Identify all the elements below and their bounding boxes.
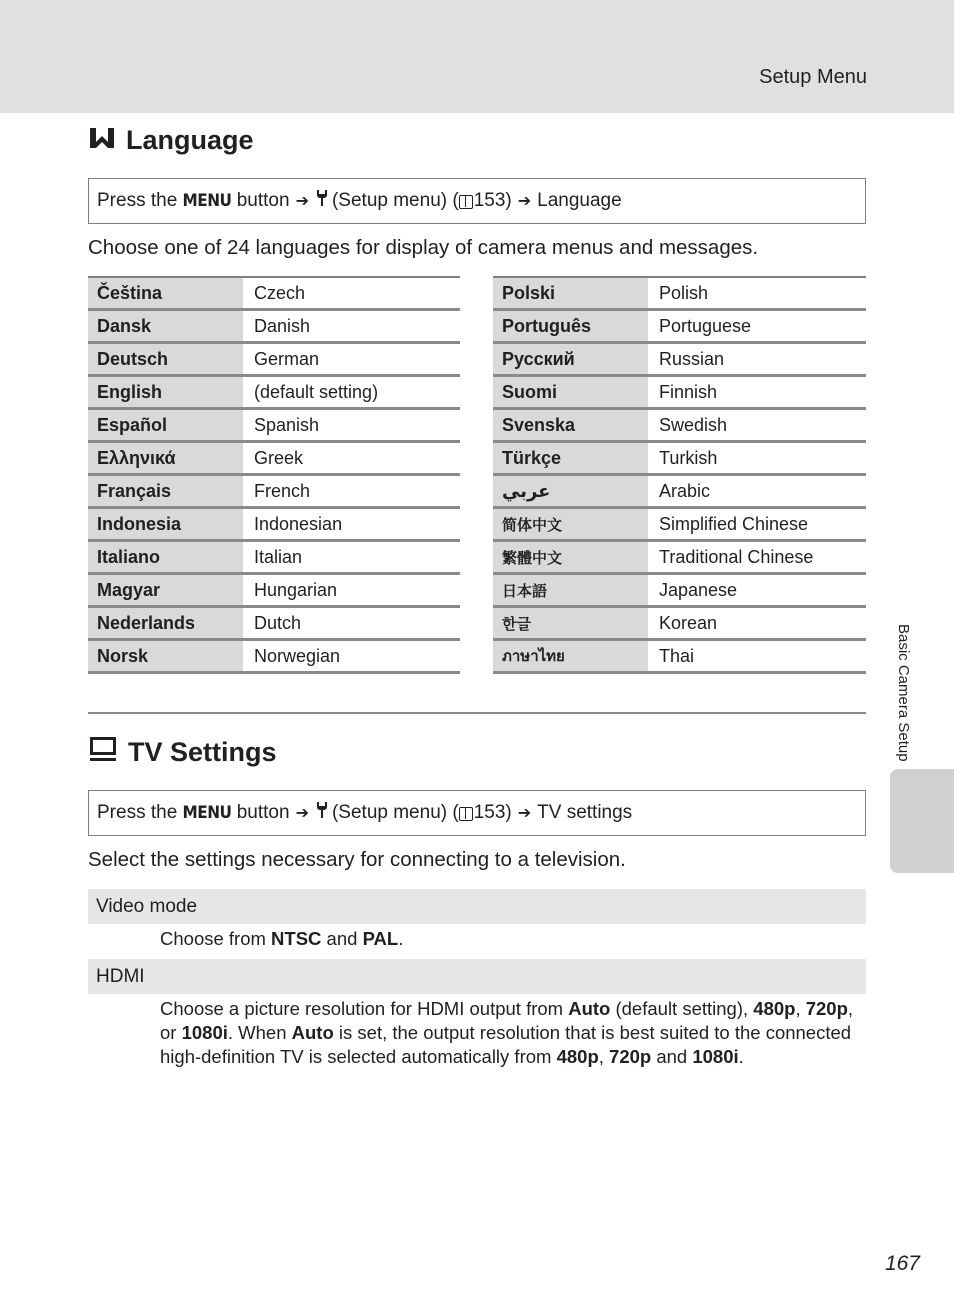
language-english-name: Arabic xyxy=(659,480,711,501)
language-row xyxy=(493,344,866,377)
chapter-label: Basic Camera Setup xyxy=(895,624,912,762)
language-english-name: Hungarian xyxy=(254,579,338,600)
language-native-name: Español xyxy=(88,410,246,440)
nav-button-word: button xyxy=(236,802,290,823)
nav-setup-text: (Setup menu) ( xyxy=(331,802,459,823)
language-title: Language xyxy=(126,125,254,155)
nav-prefix: Press the xyxy=(97,190,178,211)
nav-setup-text: (Setup menu) ( xyxy=(331,190,459,211)
language-row xyxy=(88,641,460,674)
hdmi-description: Choose a picture resolution for HDMI output from Auto (default setting), 480p, 720p, or 1080i. When Auto is set, the output resolution that is best suited to the connected high-definition TV is selected automatically from 480p, 720p and 1080i. xyxy=(160,998,854,1067)
language-english-name: Italian xyxy=(254,546,303,567)
language-row xyxy=(493,377,866,410)
nav-target: Language xyxy=(537,190,622,211)
nav-page-ref: 153) xyxy=(473,190,512,211)
hdmi-label: HDMI xyxy=(88,959,866,994)
arrow-right-icon: ➔ xyxy=(295,193,309,210)
language-row xyxy=(88,443,460,476)
language-english-name: Thai xyxy=(659,645,695,666)
wrench-icon xyxy=(315,189,329,213)
language-native-name: Nederlands xyxy=(88,608,246,638)
chapter-tab xyxy=(890,769,954,873)
language-english-name: Japanese xyxy=(659,579,738,600)
nav-button-word: button xyxy=(236,190,290,211)
language-native-name: Türkçe xyxy=(493,443,651,473)
language-intro: Choose one of 24 languages for display of camera menus and messages. xyxy=(88,236,759,259)
language-native-name: Dansk xyxy=(88,311,246,341)
language-native-name: Deutsch xyxy=(88,344,246,374)
language-native-name: Čeština xyxy=(88,278,246,308)
language-english-name: Indonesian xyxy=(254,513,343,534)
language-english-name: Portuguese xyxy=(659,315,752,336)
language-native-name: Suomi xyxy=(493,377,651,407)
tv-settings-heading xyxy=(88,735,277,770)
language-row xyxy=(88,476,460,509)
tv-settings-title: TV Settings xyxy=(128,737,277,767)
language-row xyxy=(493,641,866,674)
language-row xyxy=(88,575,460,608)
page-reference-icon xyxy=(459,807,473,821)
language-english-name: Finnish xyxy=(659,381,718,402)
language-native-name: 日本語 xyxy=(493,575,651,605)
nav-target: TV settings xyxy=(537,802,633,823)
language-native-name: ภาษาไทย xyxy=(493,641,651,671)
language-native-name: عربي xyxy=(493,476,651,506)
page-header-band xyxy=(0,0,954,113)
language-native-name: Indonesia xyxy=(88,509,246,539)
language-native-name: 한글 xyxy=(493,608,651,638)
language-row xyxy=(493,311,866,344)
language-native-name: Polski xyxy=(493,278,651,308)
language-table-right xyxy=(493,276,866,674)
language-native-name: Italiano xyxy=(88,542,246,572)
language-english-name: Simplified Chinese xyxy=(659,513,809,534)
language-english-name: Polish xyxy=(659,282,709,303)
tv-nav-path xyxy=(88,790,866,836)
language-row xyxy=(493,509,866,542)
language-row xyxy=(88,311,460,344)
language-row xyxy=(88,377,460,410)
language-native-name: Русский xyxy=(493,344,651,374)
page-reference-icon xyxy=(459,195,473,209)
language-english-name: Russian xyxy=(659,348,725,369)
language-native-name: English xyxy=(88,377,246,407)
language-native-name: Ελληνικά xyxy=(88,443,246,473)
video-mode-description: Choose from NTSC and PAL. xyxy=(160,928,404,949)
language-heading xyxy=(88,124,254,157)
language-native-name: 简体中文 xyxy=(493,509,651,539)
language-row xyxy=(493,542,866,575)
language-row xyxy=(493,278,866,311)
page-number: 167 xyxy=(884,1252,920,1275)
menu-button-label: MENU xyxy=(182,803,232,823)
language-row xyxy=(493,410,866,443)
section-divider xyxy=(88,712,866,714)
tv-icon xyxy=(88,735,118,770)
arrow-right-icon: ➔ xyxy=(295,805,309,822)
language-row xyxy=(88,608,460,641)
language-english-name: Greek xyxy=(254,447,304,468)
language-native-name: Magyar xyxy=(88,575,246,605)
language-native-name: Norsk xyxy=(88,641,246,671)
language-row xyxy=(493,476,866,509)
video-mode-label: Video mode xyxy=(88,889,866,924)
language-english-name: German xyxy=(254,348,320,369)
language-english-name: French xyxy=(254,480,311,501)
language-english-name: Norwegian xyxy=(254,645,341,666)
nav-prefix: Press the xyxy=(97,802,178,823)
header-title: Setup Menu xyxy=(759,66,867,88)
language-row xyxy=(493,443,866,476)
language-row xyxy=(88,509,460,542)
arrow-right-icon: ➔ xyxy=(517,805,532,822)
language-native-name: 繁體中文 xyxy=(493,542,651,572)
language-english-name: Swedish xyxy=(659,414,728,435)
language-row xyxy=(88,344,460,377)
language-row xyxy=(88,410,460,443)
nav-page-ref: 153) xyxy=(473,802,512,823)
language-english-name: Spanish xyxy=(254,414,320,435)
language-english-name: Danish xyxy=(254,315,311,336)
language-row xyxy=(493,575,866,608)
language-english-name: Dutch xyxy=(254,612,302,633)
language-row xyxy=(493,608,866,641)
language-native-name: Português xyxy=(493,311,651,341)
language-english-name: Czech xyxy=(254,282,306,303)
wrench-icon xyxy=(315,801,329,825)
language-native-name: Français xyxy=(88,476,246,506)
language-english-name: Traditional Chinese xyxy=(659,546,814,567)
language-english-name: (default setting) xyxy=(254,381,379,402)
language-nav-path xyxy=(88,178,866,224)
language-row xyxy=(88,542,460,575)
menu-button-label: MENU xyxy=(182,191,232,211)
language-english-name: Korean xyxy=(659,612,718,633)
language-native-name: Svenska xyxy=(493,410,651,440)
language-table-left xyxy=(88,276,460,674)
tv-intro: Select the settings necessary for connecting to a television. xyxy=(88,848,626,871)
language-row xyxy=(88,278,460,311)
arrow-right-icon: ➔ xyxy=(517,193,532,210)
language-english-name: Turkish xyxy=(659,447,718,468)
language-icon xyxy=(88,124,116,157)
